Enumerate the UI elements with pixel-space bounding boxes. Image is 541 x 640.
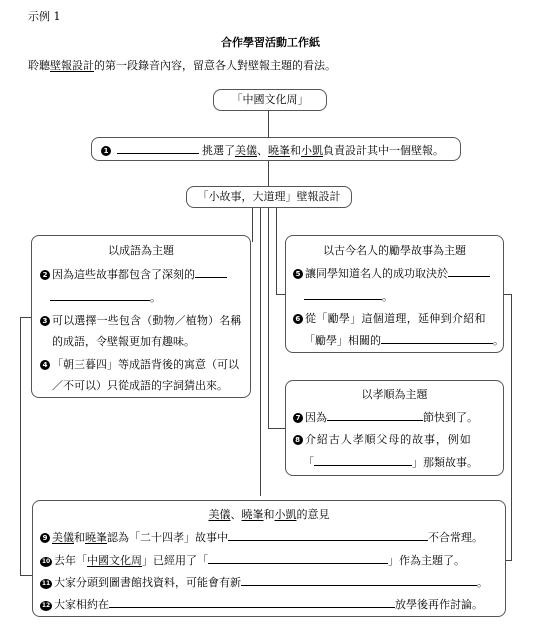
connector-line xyxy=(20,317,21,575)
connector-line xyxy=(20,575,32,576)
question-1: 1 挑選了美儀、曉峯和小凱負責設計其中一個壁報。 xyxy=(101,143,444,158)
box-title: 美儀、曉峯和小凱的意見 xyxy=(208,508,330,521)
opinions-box xyxy=(32,500,506,617)
number-1-icon: 1 xyxy=(101,146,111,156)
question-8: 8 介紹古人孝順父母的故事，例如 xyxy=(293,433,472,447)
connector-line xyxy=(276,208,277,294)
instruction-post: 的第一段錄音內容，留意各人對壁報主題的看法。 xyxy=(94,59,336,72)
subtheme-box xyxy=(186,186,352,208)
question-3: 3 可以選擇一些包含（動物／植物）名稱 xyxy=(40,314,242,328)
connector-line xyxy=(505,560,512,561)
subtheme-text: 「小故事，大道理」壁報設計 xyxy=(197,190,341,203)
page-title: 合作學習活動工作紙 xyxy=(221,36,320,49)
answer-blank[interactable] xyxy=(327,410,423,421)
answer-blank[interactable] xyxy=(195,267,227,278)
answer-blank[interactable] xyxy=(381,333,493,344)
number-12-icon: 12 xyxy=(41,602,51,609)
question-11: 11 大家分頭到圖書館找資料，可能會有新 。 xyxy=(41,576,488,589)
question-5: 5 讓同學知道名人的成功取決於 xyxy=(293,266,490,281)
number-5-icon: 5 xyxy=(293,269,303,279)
number-11-icon: 11 xyxy=(41,580,51,587)
connector-line xyxy=(268,428,286,429)
connector-line xyxy=(252,208,253,242)
box-title: 以成語為主題 xyxy=(108,244,174,257)
connector-line xyxy=(511,294,512,560)
name-xiaokai: 小凱 xyxy=(301,144,323,157)
idiom-theme-box: 以成語為主題 2 因為這些故事都包含了深刻的 。 3 可以選擇一些包含（動物／植物）名稱 的成語，令壁報更加有趣味。 4 「朝三暮四」等成語背後的寓意（可以 ／不可以）只從成語的字詞猜出來。 xyxy=(31,235,251,398)
role-model-theme-box: 以古今名人的勵學故事為主題 5 讓同學知道名人的成功取決於 。 6 從「勵學」這個道理，延伸到介紹和 「勵學」相關的 。 xyxy=(285,235,504,353)
number-4-icon: 4 xyxy=(40,360,50,370)
box-title: 以古今名人的勵學故事為主題 xyxy=(323,244,466,257)
answer-blank[interactable] xyxy=(314,455,412,466)
question-12: 12 大家相約在 放學後再作討論。 xyxy=(41,598,483,611)
question-7: 7 因為 節快到了。 xyxy=(293,410,478,425)
name-meiyi: 美儀 xyxy=(235,144,257,157)
question-4: 4 「朝三暮四」等成語背後的寓意（可以 xyxy=(40,358,239,372)
connector-line xyxy=(260,208,261,496)
answer-blank[interactable] xyxy=(208,553,388,564)
answer-blank[interactable] xyxy=(109,597,395,608)
theme-text: 「中國文化周」 xyxy=(231,93,309,106)
name-xiaofeng: 曉峯 xyxy=(268,144,290,157)
number-7-icon: 7 xyxy=(293,413,303,423)
instruction-pre: 聆聽 xyxy=(28,59,50,72)
number-8-icon: 8 xyxy=(293,435,303,445)
answer-blank[interactable] xyxy=(117,143,199,154)
answer-blank[interactable] xyxy=(448,266,490,277)
number-3-icon: 3 xyxy=(40,316,50,326)
question-6: 6 從「勵學」這個道理，延伸到介紹和 xyxy=(293,312,486,326)
question-10: 10 去年「中國文化周」已經用了「 」作為主題了。 xyxy=(41,554,465,567)
connector-line xyxy=(268,110,269,138)
question-1-box xyxy=(91,137,461,161)
number-2-icon: 2 xyxy=(40,270,50,280)
answer-blank[interactable] xyxy=(50,290,150,301)
question-2: 2 因為這些故事都包含了深刻的 xyxy=(40,267,227,282)
example-label: 示例 1 xyxy=(28,10,61,23)
number-9-icon: 9 xyxy=(40,533,50,543)
instruction-text xyxy=(28,59,336,73)
instruction-underlined: 壁報設計 xyxy=(50,59,94,72)
connector-line xyxy=(268,160,269,186)
answer-blank[interactable] xyxy=(304,289,382,300)
filial-piety-theme-box: 以孝順為主題 7 因為 節快到了。 8 介紹古人孝順父母的故事，例如 「 」那類故事。 xyxy=(285,380,504,476)
question-9: 9 美儀和曉峯認為「二十四孝」故事中 不合常理。 xyxy=(40,530,483,545)
connector-line xyxy=(268,208,269,428)
number-10-icon: 10 xyxy=(41,558,51,565)
answer-blank[interactable] xyxy=(241,575,477,586)
number-6-icon: 6 xyxy=(293,314,303,324)
theme-box xyxy=(213,89,327,111)
answer-blank[interactable] xyxy=(228,530,428,541)
box-title: 以孝順為主題 xyxy=(361,388,428,401)
